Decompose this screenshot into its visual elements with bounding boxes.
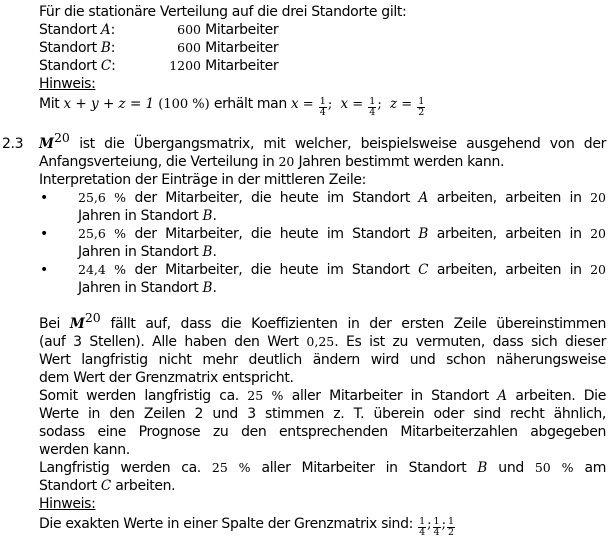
percent: 24,4 % [78,262,127,277]
para1-line4: dem Wert der Grenzmatrix entspricht. [39,370,294,386]
percent: (100 %) [154,97,214,112]
separator: ; [441,517,446,532]
number: 0,25 [306,334,335,349]
hint-label-1 [39,75,95,93]
hint-label-2 [39,495,95,513]
text: am [573,460,606,476]
matrix-symbol: M [69,316,85,332]
denominator: 2 [447,527,455,538]
text: aller Mitarbeiter in Standort [283,388,498,404]
row-value: 1200 [169,58,201,73]
denominator: 4 [319,107,326,118]
number: 25 % [247,388,284,403]
percent: 25,6 % [78,226,127,241]
numerator: 1 [369,96,376,107]
row-unit: Mitarbeiter [201,58,279,74]
row-value: 600 [177,22,201,37]
denominator: 4 [419,527,426,538]
number: 20 [278,154,295,169]
text: arbeiten, arbeiten in [428,190,591,206]
fraction [319,97,327,118]
text: . [212,280,217,296]
denominator: 2 [418,107,425,118]
equation: x + y + z = 1 [63,96,155,112]
standort-row-a [39,21,278,39]
text: ist die Übergangsmatrix, mit welcher, beispielsweise ausgehend von der [69,136,606,152]
text: der Mitarbeiter, die heute im Standort [126,262,419,278]
text: Anfangsverteiung, die Verteilung in [39,154,279,170]
fraction [417,97,425,118]
text: Standort [39,478,101,494]
text: Jahren bestimmt werden kann. [294,154,505,170]
text: Somit werden langfristig ca. [39,388,248,404]
var-a: A [100,22,111,38]
percent: 25,6 % [78,190,127,205]
row-label: Standort [39,40,101,56]
text: . Es ist zu vermuten, dass sich dieser [334,334,606,350]
section2-line3: Interpretation der Einträge in der mittleren Zeile: [39,172,367,188]
var: B [202,244,213,260]
hint-text-2 [39,515,456,538]
hint-heading: Hinweis: [39,76,96,92]
text: Jahren in Standort [78,280,203,296]
var-c: C [100,58,112,74]
var: A [497,388,507,404]
para1-line1 [39,310,606,333]
matrix-symbol: M [39,136,54,152]
text: fällt auf, dass die Koeffizienten in der ersten Zeile übereinstimmen [100,316,606,332]
para1-line3: Wert langfristig nicht mehr deutlich ändern wird und schon näherungsweise [39,352,606,368]
bullet-item-3-line2 [78,279,217,297]
bullet-item-3-line1 [78,261,606,279]
text: der Mitarbeiter, die heute im Standort [126,226,419,242]
var: B [477,460,488,476]
fraction [368,97,376,118]
text: der Mitarbeiter, die heute im Standort [126,190,419,206]
text: arbeiten. Die [506,388,606,404]
number: 50 % [534,460,574,475]
number: 20 [590,262,606,277]
var: x [340,96,349,112]
colon: : [111,58,116,74]
numerator: 1 [419,516,426,527]
text: . [212,244,217,260]
bullet-icon: • [40,226,48,242]
fraction [447,517,455,538]
separator: ; [427,517,432,532]
hint-heading: Hinweis: [39,496,96,512]
standort-row-c [39,57,278,75]
var: x [290,96,299,112]
section-number: 2.3 [2,136,24,152]
exponent: 20 [53,130,70,145]
var: C [100,478,112,494]
numerator: 1 [418,96,425,107]
text: arbeiten. [111,478,176,494]
var: C [418,262,429,278]
fraction [433,517,441,538]
text: Bei [39,316,70,332]
var-b: B [100,40,111,56]
text: arbeiten, arbeiten in [428,262,591,278]
var: B [418,226,429,242]
section2-line1 [39,130,606,153]
bullet-item-2-line1 [78,225,606,243]
bullet-icon: • [40,190,48,206]
number: 25 % [211,460,251,475]
var: A [418,190,429,206]
text: und [487,460,535,476]
colon: : [110,40,116,56]
bullet-item-1-line1 [78,189,606,207]
stationary-intro: Für die stationäre Verteilung auf die drei Standorte gilt: [39,4,407,20]
row-unit: Mitarbeiter [201,22,279,38]
section2-line2 [39,153,504,171]
para2-line2: Werte in den Zeilen 2 und 3 stimmen z. T. überein oder sind recht ähnlich, [39,406,606,422]
denominator: 4 [369,107,376,118]
text: aller Mitarbeiter in Standort [250,460,478,476]
para3-line1 [39,459,606,477]
text: Mit [39,96,64,112]
para2-line3: sodass eine Prognose zu den entsprechenden Mitarbeiterzahlen abgegeben [39,424,606,440]
para1-line2 [39,333,606,351]
row-label: Standort [39,22,101,38]
row-label: Standort [39,58,101,74]
var: B [202,208,213,224]
numerator: 1 [433,516,440,527]
denominator: 4 [433,527,440,538]
bullet-item-2-line2 [78,243,217,261]
para2-line1 [39,387,606,405]
text: Die exakten Werte in einer Spalte der Grenzmatrix sind: [39,516,418,532]
numerator: 1 [447,516,455,527]
text: . [212,208,217,224]
para2-line4: werden kann. [39,442,130,458]
numerator: 1 [319,96,326,107]
var: B [202,280,213,296]
text: Jahren in Standort [78,244,203,260]
bullet-item-1-line2 [78,207,217,225]
number: 20 [590,226,606,241]
row-unit: Mitarbeiter [201,40,279,56]
text: arbeiten, arbeiten in [428,226,591,242]
text: erhält man [213,96,291,112]
standort-row-b [39,39,278,57]
var: z [389,96,398,112]
bullet-icon: • [40,262,48,278]
colon: : [110,22,115,38]
para3-line2 [39,477,175,495]
text: (auf 3 Stellen). Alle haben den Wert [39,334,307,350]
exponent: 20 [84,310,101,325]
row-value: 600 [177,40,201,55]
number: 20 [590,190,606,205]
text: Jahren in Standort [78,208,203,224]
fraction [418,517,426,538]
text: Langfristig werden ca. [39,460,212,476]
hint-text-1: Mit x + y + z = 1 (100 %) erhält man x = $\frac{1}{4}$ ; x = $\frac{1}{4}$ ; z = $\frac{1}{2}$ [39,96,425,118]
